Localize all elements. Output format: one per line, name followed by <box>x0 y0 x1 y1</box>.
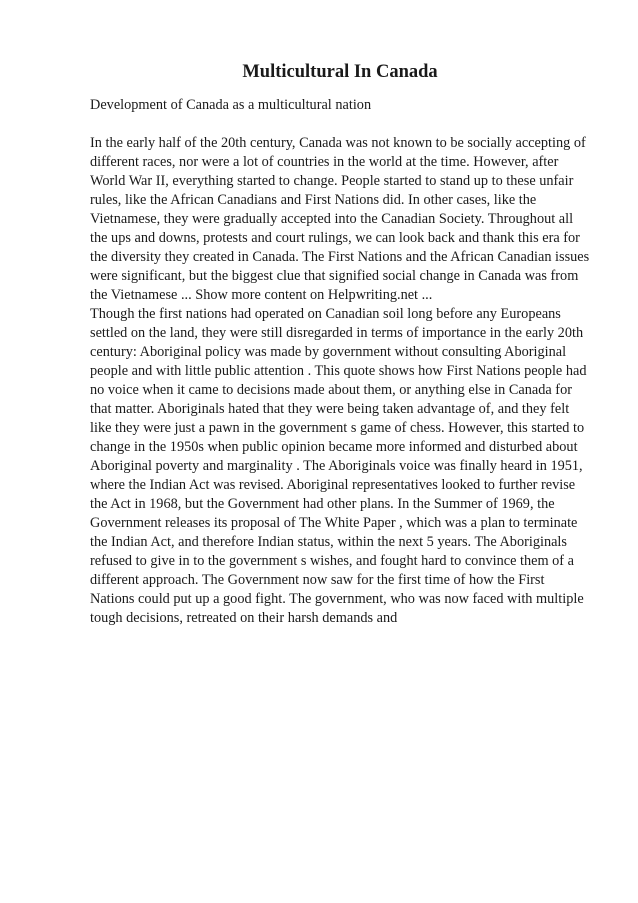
paragraph-intro: In the early half of the 20th century, Canada was not known to be socially accepting of different races, nor were a lot of countries in the world at the time. However, after World War II, everything started to change. People started to stand up to these unfair rules, like the African Canadians and First Nations did. In other cases, like the Vietnamese, they were gradually accepted into the Canadian Society. Throughout all the ups and downs, protests and court rulings, we can look back and thank this era for the diversity they created in Canada. The First Nations and the African Canadian issues were significant, but the biggest clue that signified social change in Canada was from the Vietnamese ... Show more content on Helpwriting.net ... <box>90 135 590 303</box>
document-title: Multicultural In Canada <box>242 62 438 82</box>
document-subtitle: Development of Canada as a multicultural nation <box>90 97 372 113</box>
paragraph-first-nations: Though the first nations had operated on Canadian soil long before any Europeans settled on the land, they were still disregarded in terms of importance in the early 20th century: Aboriginal policy was made by government without consulting Aboriginal people and with little public attention . This quote shows how First Nations people had no voice when it came to decisions made about them, or anything else in Canada for that matter. Aboriginals hated that they were being taken advantage of, and they felt like they were just a pawn in the government s game of chess. However, this started to change in the 1950s when public opinion became more informed and disturbed about Aboriginal poverty and marginality . The Aboriginals voice was finally heard in 1951, where the Indian Act was revised. Aboriginal representatives looked to further revise the Act in 1968, but the Government had other plans. In the Summer of 1969, the Government releases its proposal of The White Paper , which was a plan to terminate the Indian Act, and therefore Indian status, within the next 5 years. The Aboriginals refused to give in to the government s wishes, and fought hard to convince them of a different approach. The Government now saw for the first time of how the First Nations could put up a good fight. The government, who was now faced with multiple tough decisions, retreated on their harsh demands and <box>90 306 587 626</box>
document-page <box>90 60 590 628</box>
